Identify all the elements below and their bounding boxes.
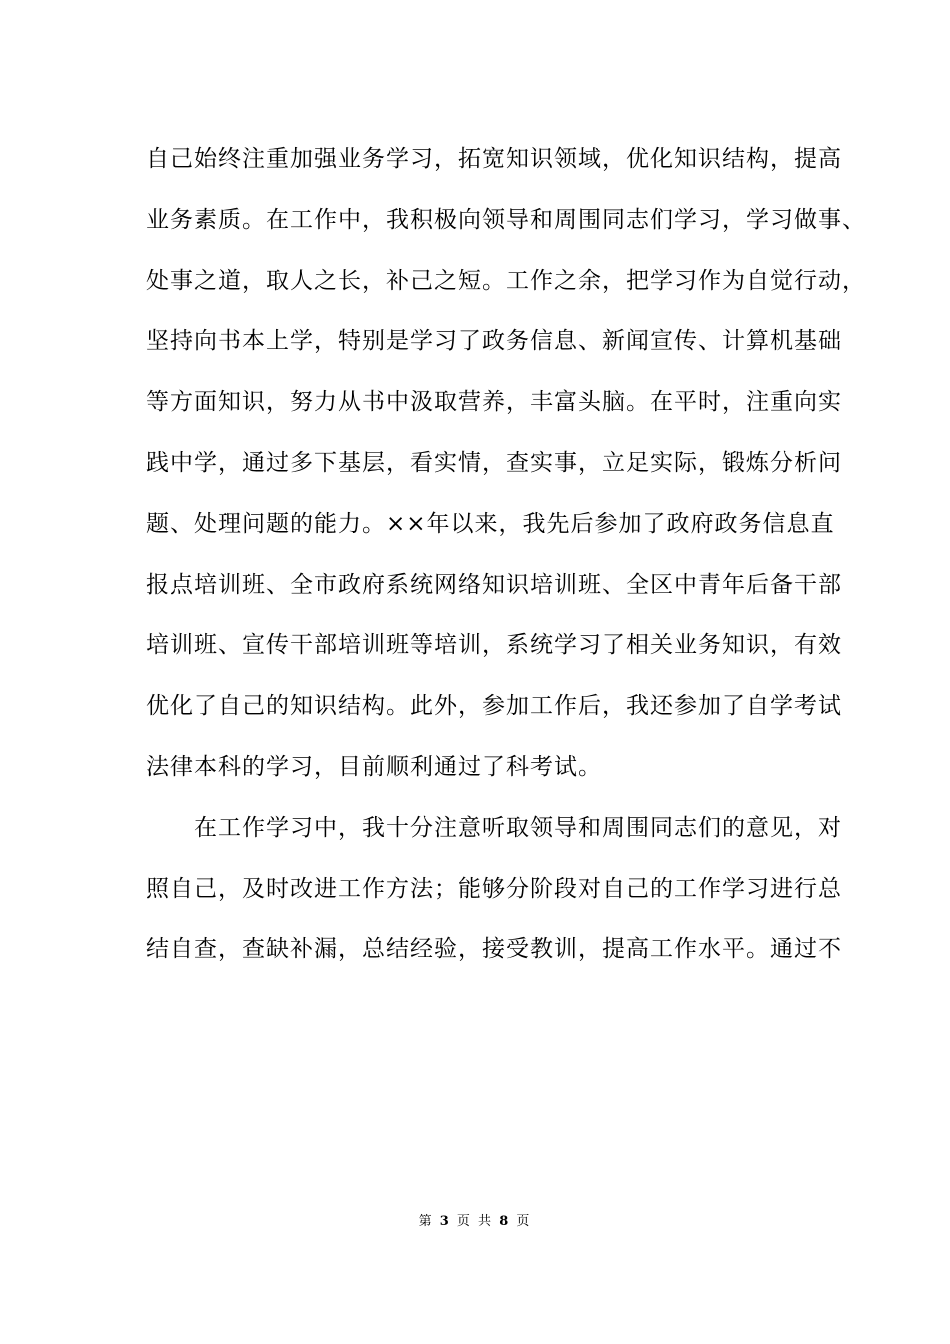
text-line: 照自己，及时改进工作方法；能够分阶段对自己的工作学习进行总 <box>146 875 842 902</box>
text-line: 处事之道，取人之长，补己之短。工作之余，把学习作为自觉行动， <box>146 267 866 294</box>
text-line: 报点培训班、全市政府系统网络知识培训班、全区中青年后备干部 <box>146 571 842 598</box>
current-page-number: 3 <box>439 1214 451 1229</box>
text-line: 业务素质。在工作中，我积极向领导和周围同志们学习，学习做事、 <box>146 206 866 233</box>
body-text <box>146 129 866 980</box>
footer-prefix: 第 <box>418 1214 434 1229</box>
text-line: 等方面知识，努力从书中汲取营养，丰富头脑。在平时，注重向实 <box>146 389 842 416</box>
text-line: 题、处理问题的能力。××年以来，我先后参加了政府政务信息直 <box>146 510 835 537</box>
footer-middle: 页 共 <box>456 1214 494 1229</box>
text-line: 坚持向书本上学，特别是学习了政务信息、新闻宣传、计算机基础 <box>146 328 842 355</box>
text-line: 培训班、宣传干部培训班等培训，系统学习了相关业务知识，有效 <box>146 632 842 659</box>
text-line: 自己始终注重加强业务学习，拓宽知识领域，优化知识结构，提高 <box>146 146 842 172</box>
page-footer <box>0 1210 950 1229</box>
text-line: 法律本科的学习，目前顺利通过了科考试。 <box>146 753 602 780</box>
text-line: 优化了自己的知识结构。此外，参加工作后，我还参加了自学考试 <box>146 693 842 720</box>
text-line: 践中学，通过多下基层，看实情，查实事，立足实际，锻炼分析问 <box>146 449 842 476</box>
footer-suffix: 页 <box>516 1214 532 1229</box>
text-line: 结自查，查缺补漏，总结经验，接受教训，提高工作水平。通过不 <box>146 936 842 963</box>
total-page-number: 8 <box>499 1214 511 1229</box>
text-line: 在工作学习中，我十分注意听取领导和周围同志们的意见，对 <box>146 814 842 841</box>
